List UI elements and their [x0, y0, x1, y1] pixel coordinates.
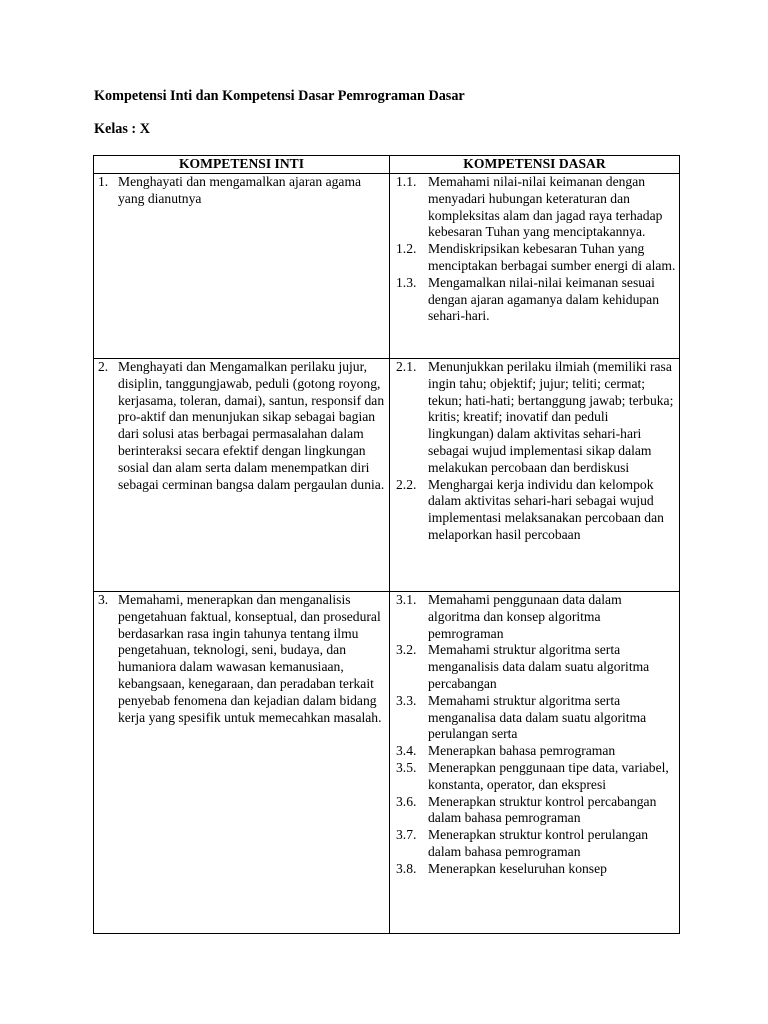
kd-text: Menunjukkan perilaku ilmiah (memiliki rasa ingin tahu; objektif; jujur; teliti; cermat; tekun; hati-hati; bertanggung jawab; terbuka; kritis; kreatif; inovatif dan peduli lingkungan) dalam aktivitas sehari-hari sebagai wujud implementasi sikap dalam melakukan percobaan dan berdiskusi	[428, 359, 674, 475]
kd-text: Menerapkan keseluruhan konsep	[428, 860, 607, 876]
table-row	[94, 359, 680, 592]
kd-number: 3.4.	[396, 743, 417, 759]
kd-text: Memahami nilai-nilai keimanan dengan menyadari hubungan keteraturan dan kompleksitas alam dan jagad raya terhadap kebesaran Tuhan yang menciptakannya.	[428, 174, 663, 240]
competency-table	[93, 155, 680, 934]
kd-item	[390, 642, 679, 692]
kd-item	[390, 275, 679, 325]
header-kompetensi-inti: KOMPETENSI INTI	[94, 156, 390, 174]
kd-text: Menerapkan struktur kontrol perulangan dalam bahasa pemrograman	[428, 827, 649, 859]
kd-item	[390, 592, 679, 642]
ki-cell	[94, 592, 390, 934]
kd-number: 2.1.	[396, 359, 417, 374]
ki-item	[94, 359, 389, 493]
kd-cell	[390, 592, 680, 934]
table-header-row	[94, 156, 680, 174]
ki-cell	[94, 174, 390, 359]
kd-item	[390, 693, 679, 743]
kd-text: Mengamalkan nilai-nilai keimanan sesuai dengan ajaran agamanya dalam kehidupan sehari-hari.	[428, 274, 659, 324]
kd-item	[390, 827, 679, 861]
table-row	[94, 174, 680, 359]
ki-number: 2.	[98, 359, 109, 374]
class-label: Kelas : X	[94, 121, 150, 137]
document-title: Kompetensi Inti dan Kompetensi Dasar Pemrograman Dasar	[94, 88, 465, 104]
kd-item	[390, 794, 679, 828]
kd-number: 3.3.	[396, 692, 417, 708]
kd-item	[390, 241, 679, 275]
kd-item	[390, 743, 679, 760]
kd-text: Memahami struktur algoritma serta menganalisis data dalam suatu algoritma percabangan	[428, 642, 650, 691]
kd-cell	[390, 174, 680, 359]
kd-number: 3.6.	[396, 793, 417, 809]
ki-text: Menghayati dan Mengamalkan perilaku jujur, disiplin, tanggungjawab, peduli (gotong royong, kerjasama, toleran, damai), santun, responsif dan pro-aktif dan menunjukan sikap sebagai bagian dari solusi atas berbagai permasalahan dalam berinteraksi secara efektif dengan lingkungan sosial dan alam serta dalam menempatkan diri sebagai cerminan bangsa dalam pergaulan dunia.	[118, 359, 385, 492]
ki-text: Memahami, menerapkan dan menganalisis pengetahuan faktual, konseptual, dan prosedural berdasarkan rasa ingin tahunya tentang ilmu pengetahuan, teknologi, seni, budaya, dan humaniora dalam wawasan kemanusiaan, kebangsaan, kenegaraan, dan peradaban terkait penyebab fenomena dan kejadian dalam bidang kerja yang spesifik untuk memecahkan masalah.	[118, 592, 382, 725]
kd-number: 1.1.	[396, 174, 417, 189]
kd-number: 1.2.	[396, 241, 417, 257]
kd-text: Menghargai kerja individu dan kelompok dalam aktivitas sehari-hari sebagai wujud implementasi melaksanakan percobaan dan melaporkan hasil percobaan	[428, 476, 664, 542]
table-row	[94, 592, 680, 934]
kd-number: 3.5.	[396, 759, 417, 775]
kd-item	[390, 760, 679, 794]
kd-number: 3.7.	[396, 827, 417, 843]
kd-number: 3.8.	[396, 860, 417, 876]
kd-text: Memahami penggunaan data dalam algoritma dan konsep algoritma pemrograman	[428, 592, 622, 641]
kd-number: 3.2.	[396, 642, 417, 658]
kd-text: Memahami struktur algoritma serta menganalisa data dalam suatu algoritma perulangan serta	[428, 692, 647, 742]
kd-number: 1.3.	[396, 274, 417, 290]
ki-item	[94, 592, 389, 726]
ki-text: Menghayati dan mengamalkan ajaran agama yang dianutnya	[118, 174, 362, 206]
kd-text: Menerapkan bahasa pemrograman	[428, 743, 616, 759]
kd-item	[390, 174, 679, 241]
ki-number: 1.	[98, 174, 109, 189]
kd-item	[390, 359, 679, 477]
kd-item	[390, 477, 679, 544]
kd-text: Menerapkan penggunaan tipe data, variabel, konstanta, operator, dan ekspresi	[428, 759, 669, 792]
ki-number: 3.	[98, 592, 109, 607]
kd-number: 3.1.	[396, 592, 417, 607]
ki-cell	[94, 359, 390, 592]
ki-item	[94, 174, 389, 208]
kd-number: 2.2.	[396, 476, 417, 492]
kd-text: Menerapkan struktur kontrol percabangan dalam bahasa pemrograman	[428, 793, 657, 826]
kd-cell	[390, 359, 680, 592]
header-kompetensi-dasar: KOMPETENSI DASAR	[390, 156, 680, 174]
kd-text: Mendiskripsikan kebesaran Tuhan yang menciptakan berbagai sumber energi di alam.	[428, 241, 676, 273]
kd-item	[390, 861, 679, 878]
